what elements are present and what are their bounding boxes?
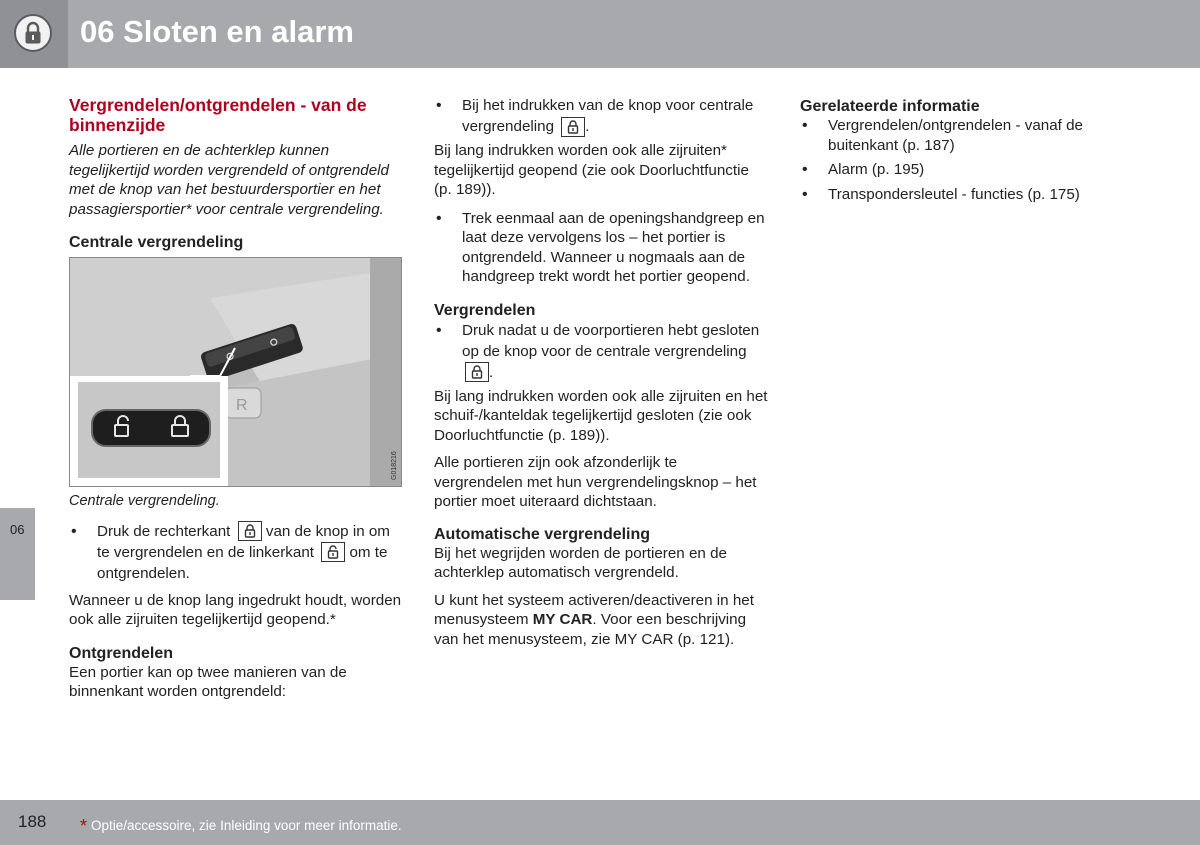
related-link-text[interactable]: Transpondersleutel - functies (p. 175)	[828, 185, 1080, 203]
paragraph: Bij lang indrukken worden ook alle zijruiten en het schuif-/kanteldak tegelijkertijd gesloten (zie ook Doorluchtfunctie (p. 189)).	[434, 387, 768, 444]
related-link[interactable]	[800, 160, 1135, 180]
related-info-heading: Gerelateerde informatie	[800, 98, 980, 115]
unlock-icon	[321, 542, 345, 562]
lock-icon	[238, 521, 262, 541]
heading-vergrendelen: Vergrendelen	[434, 301, 536, 319]
heading-central-locking: Centrale vergrendeling	[69, 234, 244, 251]
paragraph-mycar	[434, 591, 769, 650]
list-item	[434, 320, 769, 383]
footnote-star: *	[80, 816, 88, 836]
bullet-text: .	[585, 118, 590, 135]
heading-ontgrendelen: Ontgrendelen	[69, 644, 174, 662]
bullet-text: .	[489, 363, 494, 381]
bullet-text: om te ontgrendelen.	[97, 543, 388, 582]
chapter-tab[interactable]	[0, 508, 35, 600]
page-title: 06 Sloten en alarm	[80, 14, 354, 49]
paragraph-text: U kunt het systeem activeren/deactiveren in het menusysteem	[434, 591, 754, 628]
related-link-text[interactable]: Alarm (p. 195)	[828, 161, 925, 178]
bullet-text: Bij het indrukken van de knop voor centrale vergrendeling	[462, 97, 754, 135]
heading-auto-locking: Automatische vergrendeling	[434, 525, 651, 543]
related-link[interactable]	[800, 116, 1135, 155]
central-locking-figure	[69, 257, 402, 487]
paragraph: Bij het wegrijden worden de portieren en de achterklep automatisch vergrendeld.	[434, 544, 727, 581]
figure-caption: Centrale vergrendeling.	[69, 493, 220, 509]
header-icon-box	[0, 0, 68, 68]
column-1	[69, 95, 404, 702]
related-link[interactable]	[800, 185, 1135, 205]
list-item	[434, 209, 769, 287]
paragraph: Alle portieren zijn ook afzonderlijk te vergrendelen met hun vergrendelingsknop – het portier moet uiteraard dichtstaan.	[434, 454, 757, 510]
footnote-text: Optie/accessoire, zie Inleiding voor meer informatie.	[91, 818, 402, 833]
bullet-text: Druk nadat u de voorportieren hebt gesloten op de knop voor de centrale vergrendeling	[462, 321, 760, 360]
paragraph: Een portier kan op twee manieren van de binnenkant worden ontgrendeld:	[69, 663, 347, 700]
lock-icon	[561, 117, 585, 137]
chapter-tab-label: 06	[10, 522, 25, 537]
list-item	[434, 95, 769, 137]
bullet-text: Druk de rechterkant	[97, 522, 231, 540]
svg-text:R: R	[236, 397, 248, 414]
page-number: 188	[18, 812, 47, 831]
paragraph: Wanneer u de knop lang ingedrukt houdt, worden ook alle zijruiten tegelijkertijd geopend.*	[69, 591, 402, 628]
column-3	[800, 97, 1135, 204]
bullet-text: van de knop in om te vergrendelen en de linkerkant	[97, 522, 390, 561]
related-link-text[interactable]: Vergrendelen/ontgrendelen - vanaf de buitenkant (p. 187)	[828, 117, 1084, 154]
bullet-text: Trek eenmaal aan de openingshandgreep en laat deze vervolgens los – het portier is ontgrendeld. Wanneer u nogmaals aan de handgreep trekt wordt het portier geopend.	[462, 209, 765, 285]
section-title: Vergrendelen/ontgrendelen - van de binnenzijde	[69, 95, 367, 135]
page-footer	[0, 800, 1200, 845]
paragraph: Bij lang indrukken worden ook alle zijruiten* tegelijkertijd geopend (zie ook Doorluchtfunctie (p. 189)).	[434, 142, 749, 198]
figure-code: G018216	[391, 451, 398, 480]
central-locking-illustration	[70, 258, 402, 487]
column-2	[434, 95, 769, 649]
intro-text: Alle portieren en de achterklep kunnen tegelijkertijd worden vergrendeld of ontgrendeld met de knop van het bestuurdersportier en het passagiersportier* voor centrale vergrendeling.	[69, 142, 389, 218]
menu-name: MY CAR	[532, 611, 593, 628]
paragraph-text: . Voor een beschrijving van het menusysteem, zie MY CAR (p. 121).	[434, 611, 747, 648]
footnote	[80, 814, 402, 835]
lock-icon	[465, 362, 489, 382]
page-header	[0, 0, 1200, 68]
list-item	[69, 521, 404, 584]
padlock-icon	[14, 14, 52, 52]
